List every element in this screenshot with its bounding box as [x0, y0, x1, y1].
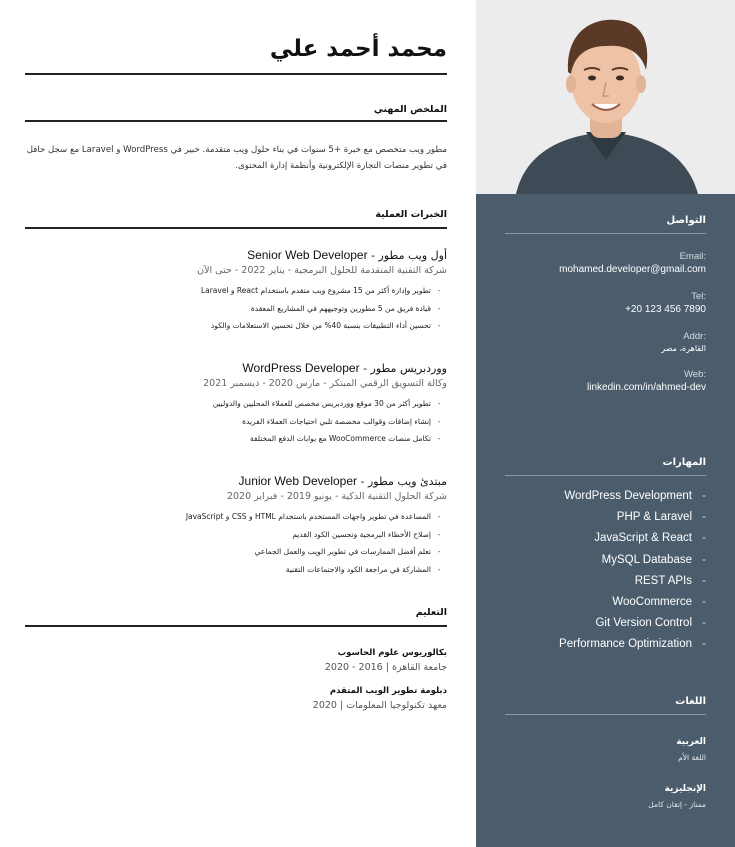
contact-email [505, 251, 706, 275]
contact-addr [505, 331, 706, 353]
dash-icon: - [702, 532, 706, 545]
dash-icon: - [437, 547, 441, 556]
addr-label: Addr: [683, 331, 706, 342]
bullet-text: تطوير وإدارة أكثر من 15 مشروع ويب متقدم باستخدام React و Laravel [200, 286, 431, 295]
email-label: Email: [679, 251, 706, 262]
bullet-text: تعلم أفضل الممارسات في تطوير الويب والعمل الجماعي [254, 547, 431, 556]
dash-icon: - [702, 553, 706, 566]
bullet-text: المشاركة في مراجعة الكود والاجتماعات التقنية [285, 564, 431, 574]
degree-meta: معهد تكنولوجيا المعلومات | 2020 [312, 700, 447, 711]
contact-title: التواصل [666, 215, 706, 226]
dash-icon: - [437, 303, 441, 313]
job-bullet [25, 395, 447, 413]
job-bullet [25, 430, 447, 448]
language-level: اللغة الأم [678, 753, 706, 762]
summary-text: مطور ويب متخصص مع خبرة +5 سنوات في بناء حلول ويب متقدمة. خبير في WordPress و Laravel مع سجل حافل في تطوير منصات التجارة الإلكترونية وأنظمة إدارة المحتوى. [26, 145, 447, 171]
sidebar [476, 0, 735, 847]
bullet-text: قيادة فريق من 5 مطورين وتوجيههم في المشاريع المعقدة [250, 303, 431, 313]
language-item [505, 737, 706, 762]
job-bullet [25, 543, 447, 561]
degree-title: بكالوريوس علوم الحاسوب [337, 648, 447, 658]
job-bullet [25, 526, 447, 544]
job-title-ar: أول ويب مطور - [367, 249, 447, 262]
job-title-en: WordPress Developer [242, 361, 360, 375]
divider [25, 227, 447, 229]
experience-title: الخبرات العملية [375, 209, 447, 220]
job-title-en: Junior Web Developer [238, 474, 358, 488]
job-title [25, 474, 447, 488]
skills-section [505, 457, 706, 656]
skill-item [505, 486, 706, 507]
divider [25, 625, 447, 627]
tel-value[interactable]: +20 123 456 7890 [625, 304, 706, 315]
bullet-text: تحسين أداء التطبيقات بنسبة 40% من خلال تحسين الاستعلامات والكود [210, 321, 431, 330]
divider [25, 120, 447, 122]
skill-label: Performance Optimization [559, 638, 692, 651]
job-title-ar: مبتدئ ويب مطور - [357, 475, 447, 488]
person-name: محمد أحمد علي [269, 36, 447, 62]
dash-icon: - [702, 595, 706, 608]
contact-section [505, 215, 706, 393]
education-item [25, 686, 447, 711]
skill-label: Git Version Control [595, 617, 692, 630]
skills-title: المهارات [662, 457, 706, 468]
skill-item [505, 613, 706, 634]
bullet-text: إصلاح الأخطاء البرمجية وتحسين الكود القديم [292, 529, 431, 539]
skill-label: WooCommerce [612, 595, 692, 608]
contact-web [505, 369, 706, 393]
dash-icon: - [437, 529, 441, 539]
skill-item [505, 507, 706, 528]
contact-tel [505, 291, 706, 315]
job-bullet [25, 508, 447, 526]
job-bullets [25, 508, 447, 578]
skill-label: WordPress Development [564, 490, 692, 502]
degree-title: دبلومة تطوير الويب المتقدم [329, 686, 447, 696]
job-bullet [25, 413, 447, 431]
dash-icon: - [437, 286, 441, 295]
web-value[interactable]: linkedin.com/in/ahmed-dev [587, 382, 706, 393]
web-label: Web: [683, 369, 706, 380]
bullet-text: المساعدة في تطوير واجهات المستخدم باستخدام HTML و CSS و JavaScript [185, 512, 431, 521]
dash-icon: - [702, 574, 706, 587]
education-item [25, 648, 447, 673]
language-name: العربية [676, 737, 706, 747]
languages-section [505, 696, 706, 809]
job-bullets [25, 395, 447, 448]
profile-photo [476, 0, 735, 194]
language-item [505, 784, 706, 809]
job-entry [25, 248, 447, 335]
skill-label: PHP & Laravel [616, 511, 692, 524]
dash-icon: - [437, 321, 441, 330]
dash-icon: - [437, 416, 441, 426]
bullet-text: إنشاء إضافات وقوالب مخصصة تلبي احتياجات العملاء الفريدة [242, 416, 431, 426]
job-meta: وكالة التسويق الرقمي المبتكر - مارس 2020 - ديسمبر 2021 [203, 378, 447, 389]
job-entry [25, 474, 447, 578]
dash-icon: - [702, 638, 706, 651]
addr-value: القاهرة، مصر [661, 344, 706, 353]
job-meta: شركة التقنية المتقدمة للحلول البرمجية - يناير 2022 - حتى الآن [197, 265, 447, 276]
job-bullets [25, 282, 447, 335]
job-bullet [25, 561, 447, 579]
profile-photo-image [476, 0, 735, 194]
job-title [25, 361, 447, 375]
dash-icon: - [702, 617, 706, 630]
job-title-ar: ووردبريس مطور - [359, 362, 447, 375]
skill-item [505, 571, 706, 592]
dash-icon: - [437, 564, 441, 574]
skill-label: MySQL Database [601, 553, 692, 566]
skill-item [505, 550, 706, 571]
language-name: الإنجليزية [664, 784, 706, 794]
job-bullet [25, 282, 447, 300]
divider [505, 714, 706, 715]
dash-icon: - [702, 490, 706, 502]
dash-icon: - [437, 512, 441, 521]
bullet-text: تطوير أكثر من 30 موقع ووردبريس مخصص للعملاء المحليين والدوليين [212, 399, 431, 408]
education-title: التعليم [415, 607, 447, 618]
dash-icon: - [702, 511, 706, 524]
job-entry [25, 361, 447, 448]
degree-meta: جامعة القاهرة | 2016 - 2020 [324, 662, 447, 673]
tel-label: Tel: [691, 291, 706, 302]
job-title [25, 248, 447, 262]
job-title-en: Senior Web Developer [247, 248, 368, 262]
skill-item [505, 592, 706, 613]
divider [505, 475, 706, 476]
divider [505, 233, 706, 234]
skill-item [505, 528, 706, 549]
languages-title: اللغات [675, 696, 706, 707]
dash-icon: - [437, 399, 441, 408]
skill-label: REST APIs [634, 574, 692, 587]
skill-item [505, 634, 706, 655]
skill-label: JavaScript & React [594, 532, 692, 545]
summary-title: الملخص المهني [373, 104, 447, 115]
dash-icon: - [437, 434, 441, 443]
language-level: ممتاز - إتقان كامل [648, 800, 706, 809]
skill-list [505, 486, 706, 656]
job-bullet [25, 317, 447, 335]
job-meta: شركة الحلول التقنية الذكية - يونيو 2019 - فبراير 2020 [226, 491, 447, 502]
email-value[interactable]: mohamed.developer@gmail.com [559, 264, 706, 275]
name-divider [25, 73, 447, 75]
bullet-text: تكامل منصات WooCommerce مع بوابات الدفع المختلفة [249, 434, 431, 443]
job-bullet [25, 300, 447, 318]
